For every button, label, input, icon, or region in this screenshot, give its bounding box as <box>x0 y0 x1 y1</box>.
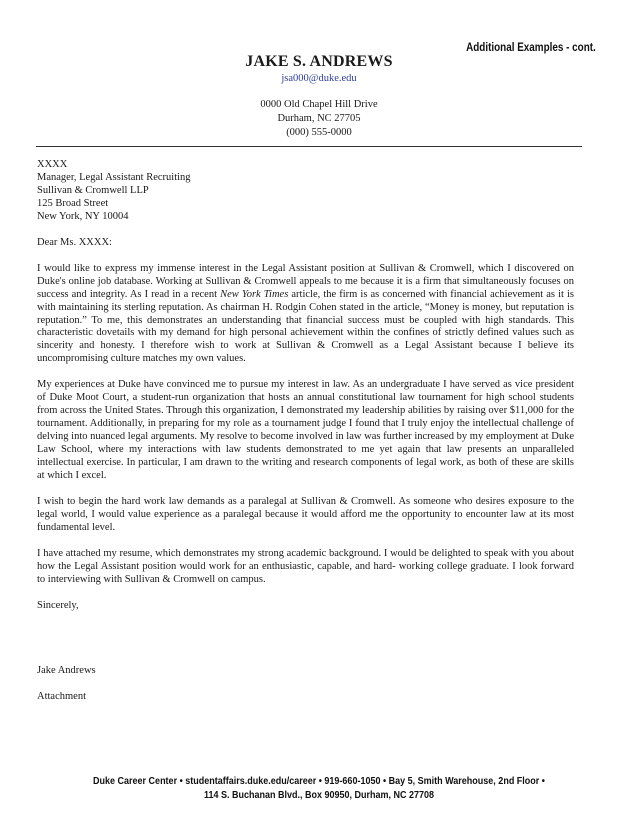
sender-address-line1: 0000 Old Chapel Hill Drive <box>260 99 378 110</box>
recipient-name: XXXX <box>37 159 68 170</box>
sender-email: jsa000@duke.edu <box>281 73 357 84</box>
page-footer <box>0 775 638 803</box>
recipient-city: New York, NY 10004 <box>37 210 129 222</box>
newspaper-title: New York Times <box>220 288 289 300</box>
sender-phone: (000) 555-0000 <box>286 127 352 138</box>
salutation: Dear Ms. XXXX: <box>37 236 112 248</box>
recipient-company: Sullivan & Cromwell LLP <box>37 184 149 196</box>
page-header-note: Additional Examples - cont. <box>466 42 596 54</box>
paragraph-resume: I have attached my resume, which demonstrates my strong academic background. I would be delighted to speak with you about how the Legal Assistant position would work for an enthusiastic, capable, and hard- working college graduate. I look forward to interviewing with Sullivan & Cromwell on campus. <box>37 547 574 585</box>
recipient-street: 125 Broad Street <box>37 197 109 209</box>
sender-address-line2: Durham, NC 27705 <box>277 113 361 124</box>
letter-body <box>37 159 574 704</box>
recipient-block <box>37 159 574 224</box>
recipient-title: Manager, Legal Assistant Recruiting <box>37 171 191 183</box>
paragraph-paralegal: I wish to begin the hard work law demands as a paralegal at Sullivan & Cromwell. As someone who desires exposure to the legal world, I would value experience as a paralegal because it would afford me the opportunity to encounter law at its most fundamental level. <box>37 495 574 533</box>
paragraph-interest-text-a: I would like to express my immense interest in the Legal Assistant position at Sullivan & Cromwell, which I discovered on Duke's online job database. Working at Sullivan & Cromwell appeals to me because it is a firm that simultaneously focuses on success and integrity. As I read in a recent <box>37 262 574 300</box>
closing: Sincerely, <box>37 599 79 611</box>
paragraph-experience: My experiences at Duke have convinced me to pursue my interest in law. As an undergraduate I have served as vice president of Duke Moot Court, a student-run organization that hosts an annual constitutional law tournament for high school students from across the United States. Through this organization, I demonstrated my leadership abilities by raising over $11,000 for the tournament. Additionally, in preparing for my role as a tournament judge I found that I truly enjoy the intellectual challenge of delving into nuanced legal arguments. My resolve to become involved in law was further increased by my employment at Duke Law School, where my interactions with law students demonstrated to me yet again that law presents an unparalleled intellectual exercise. In particular, I am drawn to the writing and research components of legal work, as both of these are skills at which I excel. <box>37 379 574 482</box>
paragraph-interest-text-b: article, the firm is as concerned with financial achievement as it is with maintaining its sterling reputation. As chairman H. Rodgin Cohen stated in the article, “Money is money, but reputation is reputation.” To me, this demonstrates an understanding that financial success must be coupled with high standards. This characteristic dovetails with my demand for high personal achievement within the confines of strictly defined values such as sincerity and honesty. I therefore wish to work at Sullivan & Cromwell as a Legal Assistant because I believe its uncompromising culture matches my own values. <box>37 288 575 365</box>
enclosure-note: Attachment <box>37 690 86 702</box>
header-divider <box>36 146 582 147</box>
paragraph-interest <box>37 263 574 367</box>
footer-line1: Duke Career Center • studentaffairs.duke.edu/career • 919-660-1050 • Bay 5, Smith Warehouse, 2nd Floor • <box>93 776 545 787</box>
footer-line2: 114 S. Buchanan Blvd., Box 90950, Durham, NC 27708 <box>203 790 435 801</box>
sender-name: JAKE S. ANDREWS <box>245 53 393 70</box>
signature-name: Jake Andrews <box>37 664 96 676</box>
